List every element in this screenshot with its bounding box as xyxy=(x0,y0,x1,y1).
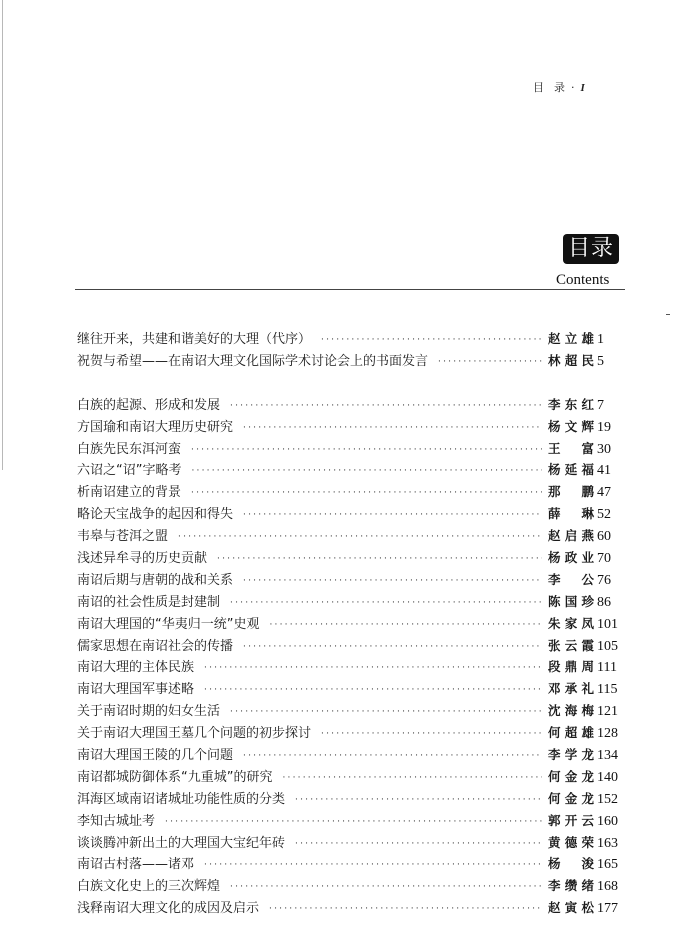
toc-entry-page: 152 xyxy=(597,791,618,807)
heading-rule-divider xyxy=(75,289,625,290)
toc-leader-dots xyxy=(191,445,542,455)
toc-entry-author: 何超雄 xyxy=(548,725,594,741)
toc-entry-author: 朱家凤 xyxy=(548,615,594,631)
running-head-page-number: I xyxy=(580,82,586,94)
toc-leader-dots xyxy=(243,510,542,520)
toc-entry-author: 杨延福 xyxy=(548,462,594,478)
toc-leader-dots xyxy=(243,423,542,433)
toc-entry-author: 郭开云 xyxy=(548,812,594,828)
toc-entry-page: 7 xyxy=(597,397,604,413)
toc-entry-page: 52 xyxy=(597,507,611,523)
toc-entry-page: 160 xyxy=(597,813,618,829)
toc-entry[interactable] xyxy=(77,722,625,744)
toc-leader-dots xyxy=(230,882,542,892)
toc-entry-page: 105 xyxy=(597,638,618,654)
toc-entry-author: 陈国珍 xyxy=(548,593,594,609)
running-head-left: 目 xyxy=(533,81,545,94)
toc-entry-title: 洱海区域南诏诸城址功能性质的分类 xyxy=(77,791,286,807)
toc-entry-author: 李东红 xyxy=(548,396,594,412)
toc-entry-page: 121 xyxy=(597,704,618,720)
toc-entry-title: 白族的起源、形成和发展 xyxy=(77,397,221,413)
toc-entry-author: 杨政业 xyxy=(548,550,594,566)
toc-entry-page: 1 xyxy=(597,332,604,347)
toc-preface-group xyxy=(77,328,625,372)
toc-entry-author: 杨 浚 xyxy=(548,856,594,872)
toc-leader-dots xyxy=(295,795,542,805)
toc-entry[interactable] xyxy=(77,875,625,897)
toc-entry-author: 王 富 xyxy=(548,440,594,456)
toc-entry-title: 南诏大理的主体民族 xyxy=(77,660,195,676)
toc-entry-author: 赵寅松 xyxy=(548,900,594,916)
toc-entry[interactable] xyxy=(77,394,625,416)
toc-entry[interactable] xyxy=(77,547,625,569)
toc-entry-page: 86 xyxy=(597,594,611,610)
toc-entry[interactable] xyxy=(77,766,625,788)
toc-entry-title: 韦皋与苍洱之盟 xyxy=(77,529,169,545)
toc-entry-author: 沈海梅 xyxy=(548,703,594,719)
toc-entry-title: 李知古城址考 xyxy=(77,813,156,829)
toc-entry-page: 19 xyxy=(597,419,611,435)
toc-leader-dots xyxy=(191,488,542,498)
toc-entry-title: 南诏都城防御体系“九重城”的研究 xyxy=(77,769,273,785)
toc-entry[interactable] xyxy=(77,350,625,372)
toc-entry-author: 那 鹏 xyxy=(548,484,594,500)
toc-entry-page: 60 xyxy=(597,529,611,545)
toc-entry[interactable] xyxy=(77,832,625,854)
toc-entry-author: 何金龙 xyxy=(548,768,594,784)
stray-mark xyxy=(666,314,670,315)
toc-leader-dots xyxy=(165,817,542,827)
toc-entry-page: 47 xyxy=(597,485,611,501)
toc-entry-title: 南诏的社会性质是封建制 xyxy=(77,594,221,610)
toc-entry[interactable] xyxy=(77,481,625,503)
toc-entry-page: 30 xyxy=(597,441,611,457)
toc-entry[interactable] xyxy=(77,635,625,657)
toc-entry-title: 继往开来，共建和谐美好的大理（代序） xyxy=(77,332,312,347)
toc-leader-dots xyxy=(204,663,542,673)
toc-leader-dots xyxy=(178,532,542,542)
toc-entry-page: 177 xyxy=(597,901,618,917)
toc-entry-page: 128 xyxy=(597,726,618,742)
toc-entry[interactable] xyxy=(77,613,625,635)
toc-leader-dots xyxy=(282,773,542,783)
toc-leader-dots xyxy=(204,860,542,870)
toc-entry-title: 析南诏建立的背景 xyxy=(77,485,182,501)
toc-entry[interactable] xyxy=(77,459,625,481)
toc-entry-page: 41 xyxy=(597,463,611,479)
toc-entry[interactable] xyxy=(77,416,625,438)
toc-entry-title: 南诏大理国的“华夷归一统”史观 xyxy=(77,616,260,632)
toc-leader-dots xyxy=(243,751,542,761)
toc-entry-author: 赵立雄 xyxy=(548,331,594,346)
toc-entry-title: 祝贺与希望——在南诏大理文化国际学术讨论会上的书面发言 xyxy=(77,353,429,369)
toc-leader-dots xyxy=(243,576,542,586)
toc-entry-title: 南诏大理国军事述略 xyxy=(77,682,195,698)
toc-leader-dots xyxy=(269,620,542,630)
toc-entry[interactable] xyxy=(77,569,625,591)
contents-title-english: Contents xyxy=(556,272,610,288)
toc-entry[interactable] xyxy=(77,656,625,678)
toc-entry-page: 70 xyxy=(597,551,611,567)
toc-leader-dots xyxy=(230,707,542,717)
toc-entry-author: 邓承礼 xyxy=(548,681,594,697)
toc-leader-dots xyxy=(321,729,542,739)
toc-entry-page: 168 xyxy=(597,879,618,895)
toc-leader-dots xyxy=(230,598,542,608)
toc-leader-dots xyxy=(217,554,542,564)
toc-entry-author: 杨文辉 xyxy=(548,418,594,434)
running-head-right: 录 xyxy=(554,81,566,94)
running-head xyxy=(533,79,586,95)
toc-entry-title: 略论天宝战争的起因和得失 xyxy=(77,507,234,523)
toc-entry-title: 关于南诏时期的妇女生活 xyxy=(77,704,221,720)
toc-entry[interactable] xyxy=(77,700,625,722)
toc-articles-group xyxy=(77,394,625,919)
toc-entry[interactable] xyxy=(77,591,625,613)
toc-entry-page: 163 xyxy=(597,835,618,851)
contents-title-badge: 目录 xyxy=(563,234,619,264)
toc-entry-title: 南诏大理国王陵的几个问题 xyxy=(77,748,234,764)
toc-entry[interactable] xyxy=(77,438,625,460)
toc-entry-title: 白族文化史上的三次辉煌 xyxy=(77,879,221,895)
toc-entry[interactable] xyxy=(77,328,625,350)
toc-entry-author: 李缵绪 xyxy=(548,878,594,894)
page-gutter-line xyxy=(2,0,3,470)
toc-entry-author: 赵启燕 xyxy=(548,528,594,544)
toc-entry-author: 林超民 xyxy=(548,352,594,368)
toc-entry-author: 何金龙 xyxy=(548,790,594,806)
toc-entry-page: 76 xyxy=(597,572,611,588)
toc-entry-author: 李 公 xyxy=(548,571,594,587)
toc-entry-title: 六诏之“诏”字略考 xyxy=(77,463,182,479)
toc-entry-title: 关于南诏大理国王墓几个问题的初步探讨 xyxy=(77,726,312,742)
toc-leader-dots xyxy=(321,335,542,345)
running-head-separator: · xyxy=(571,81,576,94)
toc-entry-title: 儒家思想在南诏社会的传播 xyxy=(77,638,234,654)
toc-entry[interactable] xyxy=(77,788,625,810)
toc-entry-page: 5 xyxy=(597,353,604,369)
toc-leader-dots xyxy=(230,401,542,411)
toc-entry-page: 111 xyxy=(597,660,617,676)
toc-entry-author: 薛 琳 xyxy=(548,506,594,522)
toc-leader-dots xyxy=(191,466,542,476)
toc-entry[interactable] xyxy=(77,810,625,832)
toc-leader-dots xyxy=(204,685,542,695)
toc-entry-page: 140 xyxy=(597,769,618,785)
toc-entry-page: 101 xyxy=(597,616,618,632)
toc-entry[interactable] xyxy=(77,525,625,547)
toc-entry-author: 张云霞 xyxy=(548,637,594,653)
toc-entry-title: 方国瑜和南诏大理历史研究 xyxy=(77,419,234,435)
toc-entry[interactable] xyxy=(77,678,625,700)
toc-entry-page: 165 xyxy=(597,857,618,873)
toc-entry-title: 浅述异牟寻的历史贡献 xyxy=(77,551,208,567)
table-of-contents xyxy=(77,328,625,919)
toc-entry-page: 134 xyxy=(597,748,618,764)
toc-entry-title: 浅释南诏大理文化的成因及启示 xyxy=(77,901,260,917)
toc-entry-author: 段鼎周 xyxy=(548,659,594,675)
toc-leader-dots xyxy=(243,642,542,652)
toc-entry-page: 115 xyxy=(597,682,618,698)
toc-entry-title: 南诏古村落——诸邓 xyxy=(77,857,195,873)
toc-entry[interactable] xyxy=(77,744,625,766)
toc-entry[interactable] xyxy=(77,897,625,919)
toc-entry-author: 李学龙 xyxy=(548,747,594,763)
toc-entry[interactable] xyxy=(77,503,625,525)
toc-entry-title: 谈谈腾冲新出土的大理国大宝纪年砖 xyxy=(77,835,286,851)
toc-leader-dots xyxy=(269,904,542,914)
toc-entry[interactable] xyxy=(77,853,625,875)
toc-entry-author: 黄德荣 xyxy=(548,834,594,850)
toc-leader-dots xyxy=(438,357,542,367)
toc-leader-dots xyxy=(295,839,542,849)
toc-entry-title: 南诏后期与唐朝的战和关系 xyxy=(77,572,234,588)
toc-entry-title: 白族先民东洱河蛮 xyxy=(77,441,182,457)
